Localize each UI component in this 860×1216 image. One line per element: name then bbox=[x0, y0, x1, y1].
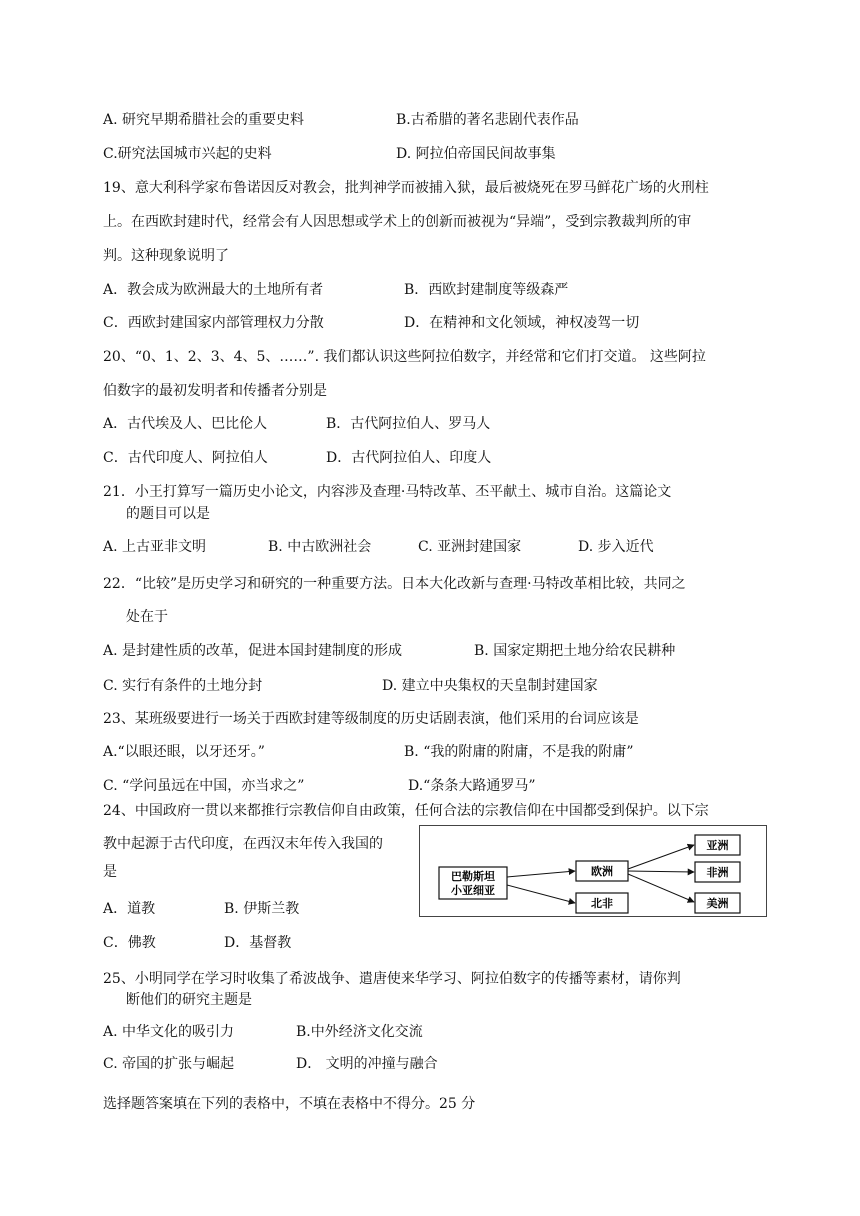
q25-stem-line-2: 断他们的研究主题是 bbox=[126, 992, 252, 1008]
q19-stem-line-1: 19、意大利科学家布鲁诺因反对教会，批判神学而被捕入狱，最后被烧死在罗马鲜花广场的火刑柱 bbox=[103, 180, 709, 196]
q24-option-d: D．基督教 bbox=[224, 935, 292, 951]
svg-text:非洲: 非洲 bbox=[706, 866, 729, 879]
q21-stem-line-1: 21．小王打算写一篇历史小论文，内容涉及查理·马特改革、丕平献土、城市自治。这篇论文 bbox=[103, 484, 672, 500]
q20-option-c: C．古代印度人、阿拉伯人 bbox=[103, 450, 268, 466]
christianity-spread-diagram bbox=[419, 825, 767, 917]
q20-option-d: D．古代阿拉伯人、印度人 bbox=[326, 450, 492, 466]
q24-stem-line-1: 24、中国政府一贯以来都推行宗教信仰自由政策，任何合法的宗教信仰在中国都受到保护。以下宗 bbox=[103, 803, 709, 819]
q25-option-d: D． 文明的冲撞与融合 bbox=[296, 1056, 438, 1072]
q22-stem-line-1: 22．“比较”是历史学习和研究的一种重要方法。日本大化改新与查理·马特改革相比较，共同之 bbox=[103, 576, 686, 592]
q18-option-c: C.研究法国城市兴起的史料 bbox=[103, 146, 272, 162]
q25-option-a: A. 中华文化的吸引力 bbox=[103, 1024, 235, 1040]
q22-option-c: C. 实行有条件的土地分封 bbox=[103, 678, 263, 694]
q24-option-b: B. 伊斯兰教 bbox=[224, 901, 300, 917]
origin-label-line-1: 巴勒斯坦 bbox=[451, 870, 495, 883]
origin-label-line-2: 小亚细亚 bbox=[451, 884, 495, 897]
q19-option-b: B．西欧封建制度等级森严 bbox=[404, 282, 569, 298]
q19-option-c: C．西欧封建国家内部管理权力分散 bbox=[103, 315, 324, 331]
q21-option-d: D. 步入近代 bbox=[578, 539, 654, 555]
q19-stem-line-2: 上。在西欧封建时代，经常会有人因思想或学术上的创新而被视为“异端”，受到宗教裁判所的审 bbox=[103, 214, 692, 230]
q20-stem-line-1: 20、“0、1、2、3、4、5、……”. 我们都认识这些阿拉伯数字，并经常和它们打交道。 这些阿拉 bbox=[103, 349, 706, 365]
north-africa-box bbox=[576, 893, 628, 913]
q22-stem-line-2: 处在于 bbox=[126, 609, 168, 625]
q24-stem-line-2: 教中起源于古代印度，在西汉末年传入我国的 bbox=[103, 836, 383, 852]
q21-option-a: A. 上古亚非文明 bbox=[103, 539, 207, 555]
q25-option-b: B.中外经济文化交流 bbox=[296, 1024, 423, 1040]
q20-option-b: B．古代阿拉伯人、罗马人 bbox=[326, 416, 491, 432]
q18-option-a: A. 研究早期希腊社会的重要史料 bbox=[103, 112, 305, 128]
svg-text:欧洲: 欧洲 bbox=[591, 865, 613, 878]
q22-option-b: B. 国家定期把土地分给农民耕种 bbox=[474, 643, 676, 659]
q20-stem-line-2: 伯数字的最初发明者和传播者分别是 bbox=[103, 383, 327, 399]
q24-option-a: A．道教 bbox=[103, 901, 156, 917]
q24-stem-line-3: 是 bbox=[103, 864, 117, 880]
q23-stem-line-1: 23、某班级要进行一场关于西欧封建等级制度的历史话剧表演，他们采用的台词应该是 bbox=[103, 711, 639, 727]
q19-stem-line-3: 判。这种现象说明了 bbox=[103, 248, 229, 264]
q21-stem-line-2: 的题目可以是 bbox=[126, 506, 210, 522]
q19-option-d: D．在精神和文化领域，神权凌驾一切 bbox=[404, 315, 640, 331]
q18-option-b: B.古希腊的著名悲剧代表作品 bbox=[396, 112, 579, 128]
q24-option-c: C．佛教 bbox=[103, 935, 156, 951]
europe-box bbox=[576, 861, 628, 881]
q21-option-b: B. 中古欧洲社会 bbox=[268, 539, 372, 555]
q23-option-a: A.“以眼还眼，以牙还牙。” bbox=[103, 744, 265, 760]
q22-option-d: D. 建立中央集权的天皇制封建国家 bbox=[382, 678, 598, 694]
america-box bbox=[695, 893, 740, 913]
q23-option-b: B. “我的附庸的附庸，不是我的附庸” bbox=[404, 744, 634, 760]
asia-box bbox=[695, 835, 740, 855]
q21-option-c: C. 亚洲封建国家 bbox=[418, 539, 522, 555]
svg-text:北非: 北非 bbox=[591, 897, 613, 910]
q18-option-d: D. 阿拉伯帝国民间故事集 bbox=[396, 146, 556, 162]
answer-table-instruction: 选择题答案填在下列的表格中，不填在表格中不得分。25 分 bbox=[103, 1096, 476, 1112]
origin-box bbox=[439, 867, 507, 899]
svg-text:美洲: 美洲 bbox=[706, 897, 729, 910]
q25-stem-line-1: 25、小明同学在学习时收集了希波战争、遣唐使来华学习、阿拉伯数字的传播等素材，请你判 bbox=[103, 971, 681, 987]
q20-option-a: A．古代埃及人、巴比伦人 bbox=[103, 416, 268, 432]
q23-option-c: C. “学问虽远在中国，亦当求之” bbox=[103, 778, 305, 794]
q22-option-a: A. 是封建性质的改革，促进本国封建制度的形成 bbox=[103, 643, 403, 659]
africa-box bbox=[695, 862, 740, 882]
q23-option-d: D.“条条大路通罗马” bbox=[408, 778, 536, 794]
svg-text:亚洲: 亚洲 bbox=[706, 839, 729, 852]
q19-option-a: A．教会成为欧洲最大的土地所有者 bbox=[103, 282, 324, 298]
q25-option-c: C. 帝国的扩张与崛起 bbox=[103, 1056, 235, 1072]
